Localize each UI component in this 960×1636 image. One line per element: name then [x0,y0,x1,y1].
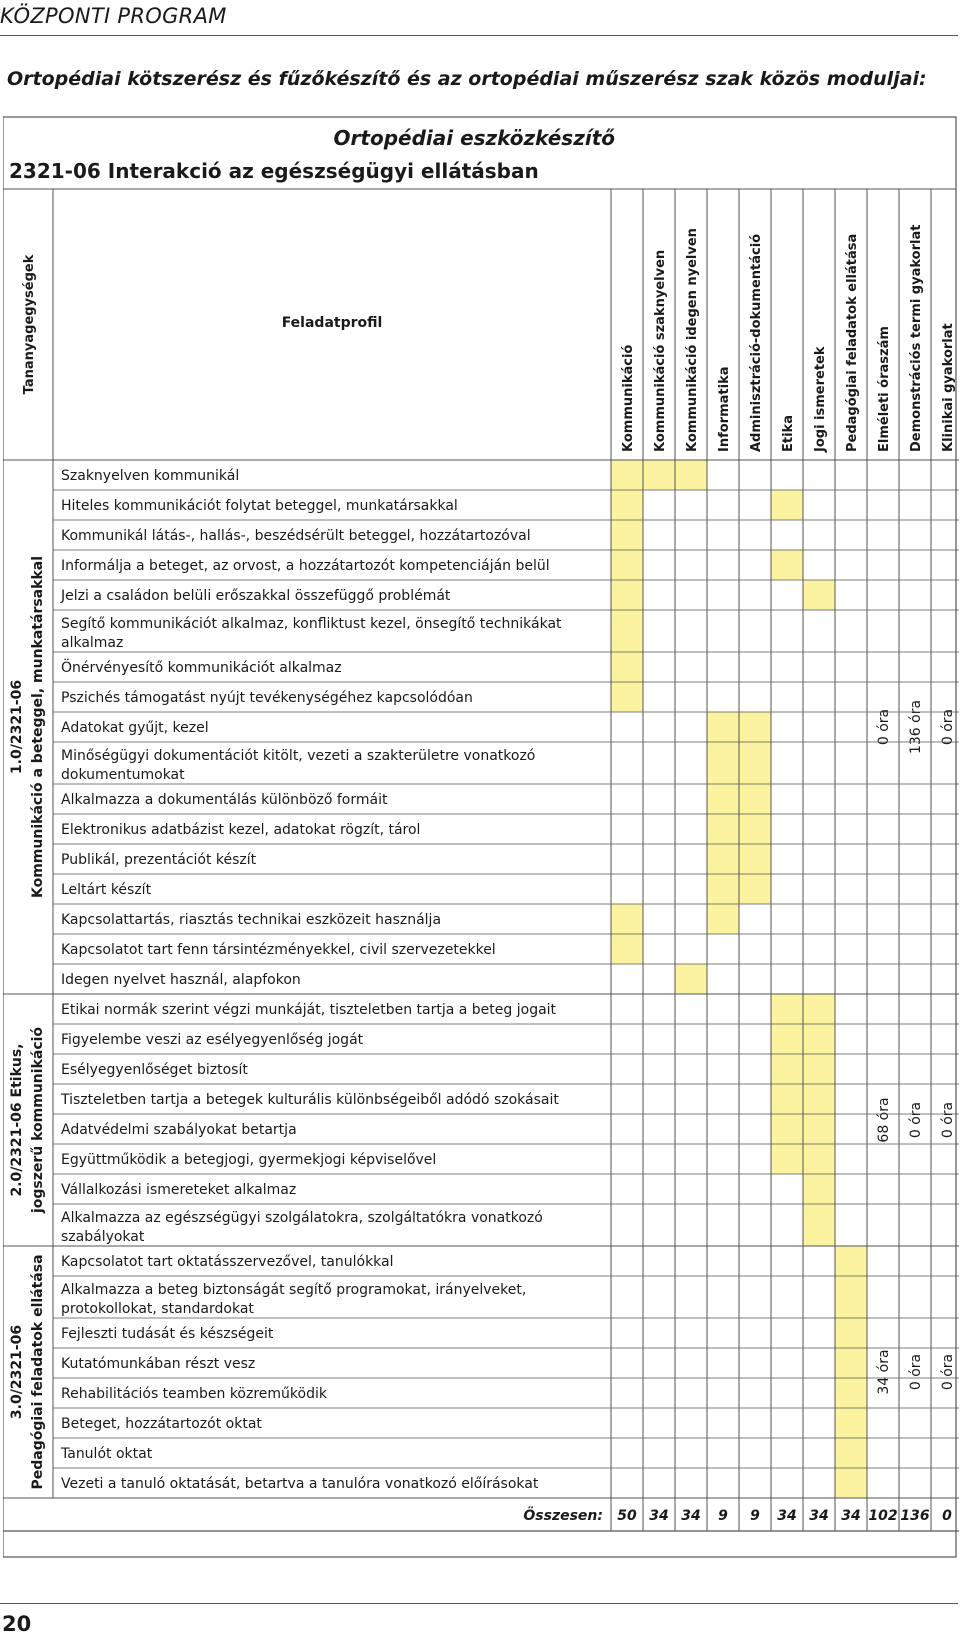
task-text: Fejleszti tudását és készségeit [61,1326,274,1342]
task-text: Együttműködik a betegjogi, gyermekjogi képviselővel [61,1152,437,1168]
highlight-cell [835,1348,867,1378]
highlight-cell [611,520,643,550]
task-text: Vezeti a tanuló oktatását, betartva a tanulóra vonatkozó előírásokat [61,1476,539,1492]
task-text: Alkalmazza a dokumentálás különböző formáit [61,792,388,808]
task-text: Pszichés támogatást nyújt tevékenységéhez kapcsolódóan [61,690,473,706]
task-text: Esélyegyenlőséget biztosít [61,1062,248,1078]
highlight-cell [803,1204,835,1246]
column-header: Adminisztráció-dokumentáció [749,233,764,452]
highlight-cell [771,550,803,580]
total-value: 34 [809,1508,829,1524]
unit-name: Pedagógiai feladatok ellátása [30,1254,46,1490]
highlight-cell [611,550,643,580]
task-text: Leltárt készít [61,882,152,898]
unit-hours: 0 óra [940,708,956,746]
column-header: Kommunikáció idegen nyelven [685,228,700,452]
highlight-cell [611,904,643,934]
highlight-cell [707,742,739,784]
highlight-cell [835,1468,867,1498]
total-value: 0 [942,1508,952,1524]
highlight-cell [771,994,803,1024]
unit-hours: 34 óra [876,1349,892,1395]
profession-heading: Ortopédiai eszközkészítő [333,126,615,150]
totals-label: Összesen: [523,1508,603,1524]
total-value: 50 [617,1508,637,1524]
column-header: Kommunikáció szaknyelven [653,249,668,452]
unit-code: 1.0/2321-06 [9,679,25,775]
highlight-cell [771,1114,803,1144]
column-header-tananyag: Tananyagegységek [22,254,37,395]
task-text: Adatvédelmi szabályokat betartja [61,1122,297,1138]
highlight-cell [611,460,643,490]
unit-hours: 0 óra [940,1101,956,1139]
total-value: 34 [681,1508,701,1524]
task-text: Publikál, prezentációt készít [61,852,257,868]
total-value: 34 [777,1508,797,1524]
task-text: Beteget, hozzátartozót oktat [61,1416,262,1432]
highlight-cell [771,1144,803,1174]
task-text: Vállalkozási ismereteket alkalmaz [61,1182,297,1198]
highlight-cell [835,1246,867,1276]
column-header: Informatika [717,366,732,452]
task-text: Rehabilitációs teamben közreműködik [61,1386,327,1402]
highlight-cell [643,460,675,490]
unit-hours: 0 óra [908,1101,924,1139]
column-header: Elméleti óraszám [877,326,892,452]
task-text: Jelzi a családon belüli erőszakkal összefüggő problémát [61,588,451,604]
task-text: Idegen nyelvet használ, alapfokon [61,972,301,988]
highlight-cell [611,934,643,964]
unit-hours: 0 óra [908,1353,924,1391]
task-text: Kapcsolatot tart fenn társintézményekkel, civil szervezetekkel [61,942,496,958]
total-value: 34 [841,1508,861,1524]
highlight-cell [771,1054,803,1084]
unit-hours: 68 óra [876,1097,892,1143]
highlight-cell [803,1114,835,1144]
highlight-cell [835,1318,867,1348]
highlight-cell [803,580,835,610]
total-value: 9 [718,1508,728,1524]
task-text: Tiszteletben tartja a betegek kulturális különbségeiből adódó szokásait [61,1092,559,1108]
task-text: Kapcsolatot tart oktatásszervezővel, tanulókkal [61,1254,394,1270]
highlight-cell [739,814,771,844]
total-value: 34 [649,1508,669,1524]
highlight-cell [835,1408,867,1438]
unit-hours: 136 óra [908,699,924,755]
highlight-cell [611,580,643,610]
unit-hours: 0 óra [876,708,892,746]
highlight-cell [771,490,803,520]
highlight-cell [835,1276,867,1318]
task-text: Hiteles kommunikációt folytat beteggel, munkatársakkal [61,498,458,514]
page-number: 20 [2,1612,32,1636]
unit-code: 3.0/2321-06 [9,1324,25,1420]
total-value: 9 [750,1508,760,1524]
unit-name: jogszerű kommunikáció [30,1026,46,1214]
highlight-cell [707,904,739,934]
highlight-cell [739,784,771,814]
highlight-cell [835,1378,867,1408]
task-text: Adatokat gyűjt, kezel [61,720,209,736]
column-header: Jogi ismeretek [813,346,828,452]
highlight-cell [739,742,771,784]
highlight-cell [611,682,643,712]
highlight-cell [739,874,771,904]
module-heading: 2321-06 Interakció az egészségügyi ellátásban [9,159,539,183]
task-text: Minőségügyi dokumentációt kitölt, vezeti a szakterületre vonatkozó dokumentumokat [61,748,536,783]
highlight-cell [739,712,771,742]
highlight-cell [707,712,739,742]
highlight-cell [611,610,643,652]
task-text: Informálja a beteget, az orvost, a hozzátartozót kompetenciáján belül [61,558,550,574]
total-value: 102 [868,1508,898,1524]
highlight-cell [611,652,643,682]
unit-code: 2.0/2321-06 Etikus, [9,1043,25,1197]
task-text: Elektronikus adatbázist kezel, adatokat rögzít, tárol [61,822,421,838]
highlight-cell [835,1438,867,1468]
column-header: Etika [781,415,796,452]
task-text: Kapcsolattartás, riasztás technikai eszközeit használja [61,912,442,928]
highlight-cell [803,1024,835,1054]
highlight-cell [707,784,739,814]
column-header: Kommunikáció [621,344,636,452]
column-header: Pedagógiai feladatok ellátása [845,233,860,452]
task-text: Tanulót oktat [61,1446,153,1462]
column-header: Klinikai gyakorlat [941,323,956,452]
column-header-feladatprofil: Feladatprofil [281,315,383,331]
highlight-cell [675,460,707,490]
task-text: Etikai normák szerint végzi munkáját, tiszteletben tartja a beteg jogait [61,1002,557,1018]
task-text: Segítő kommunikációt alkalmaz, konfliktust kezel, önsegítő technikákat alkalmaz [61,616,562,651]
task-text: Alkalmazza a beteg biztonságát segítő programokat, irányelveket, protokollokat, standardokat [61,1282,527,1317]
task-text: Kommunikál látás-, hallás-, beszédsérült beteggel, hozzátartozóval [61,528,531,544]
page-title: Ortopédiai kötszerész és fűzőkészítő és az ortopédiai műszerész szak közös moduljai: [7,68,927,90]
task-text: Önérvényesítő kommunikációt alkalmaz [61,660,342,676]
footer-rule [0,1603,958,1604]
highlight-cell [803,1174,835,1204]
highlight-cell [707,874,739,904]
unit-hours: 0 óra [940,1353,956,1391]
page-header: KÖZPONTI PROGRAM [0,4,227,28]
highlight-cell [771,1084,803,1114]
highlight-cell [675,964,707,994]
task-text: Kutatómunkában részt vesz [61,1356,256,1372]
highlight-cell [739,844,771,874]
unit-name: Kommunikáció a beteggel, munkatársakkal [30,555,46,899]
column-header: Demonstrációs termi gyakorlat [909,224,924,452]
highlight-cell [707,814,739,844]
task-text: Alkalmazza az egészségügyi szolgálatokra, szolgáltatókra vonatkozó szabályokat [61,1210,543,1245]
curriculum-table [3,0,959,1635]
task-text: Szaknyelven kommunikál [61,468,240,484]
highlight-cell [803,1084,835,1114]
highlight-cell [803,1144,835,1174]
highlight-cell [771,1024,803,1054]
total-value: 136 [900,1508,930,1524]
highlight-cell [803,994,835,1024]
highlight-cell [707,844,739,874]
task-text: Figyelembe veszi az esélyegyenlőség jogát [61,1032,364,1048]
highlight-cell [611,490,643,520]
highlight-cell [803,1054,835,1084]
